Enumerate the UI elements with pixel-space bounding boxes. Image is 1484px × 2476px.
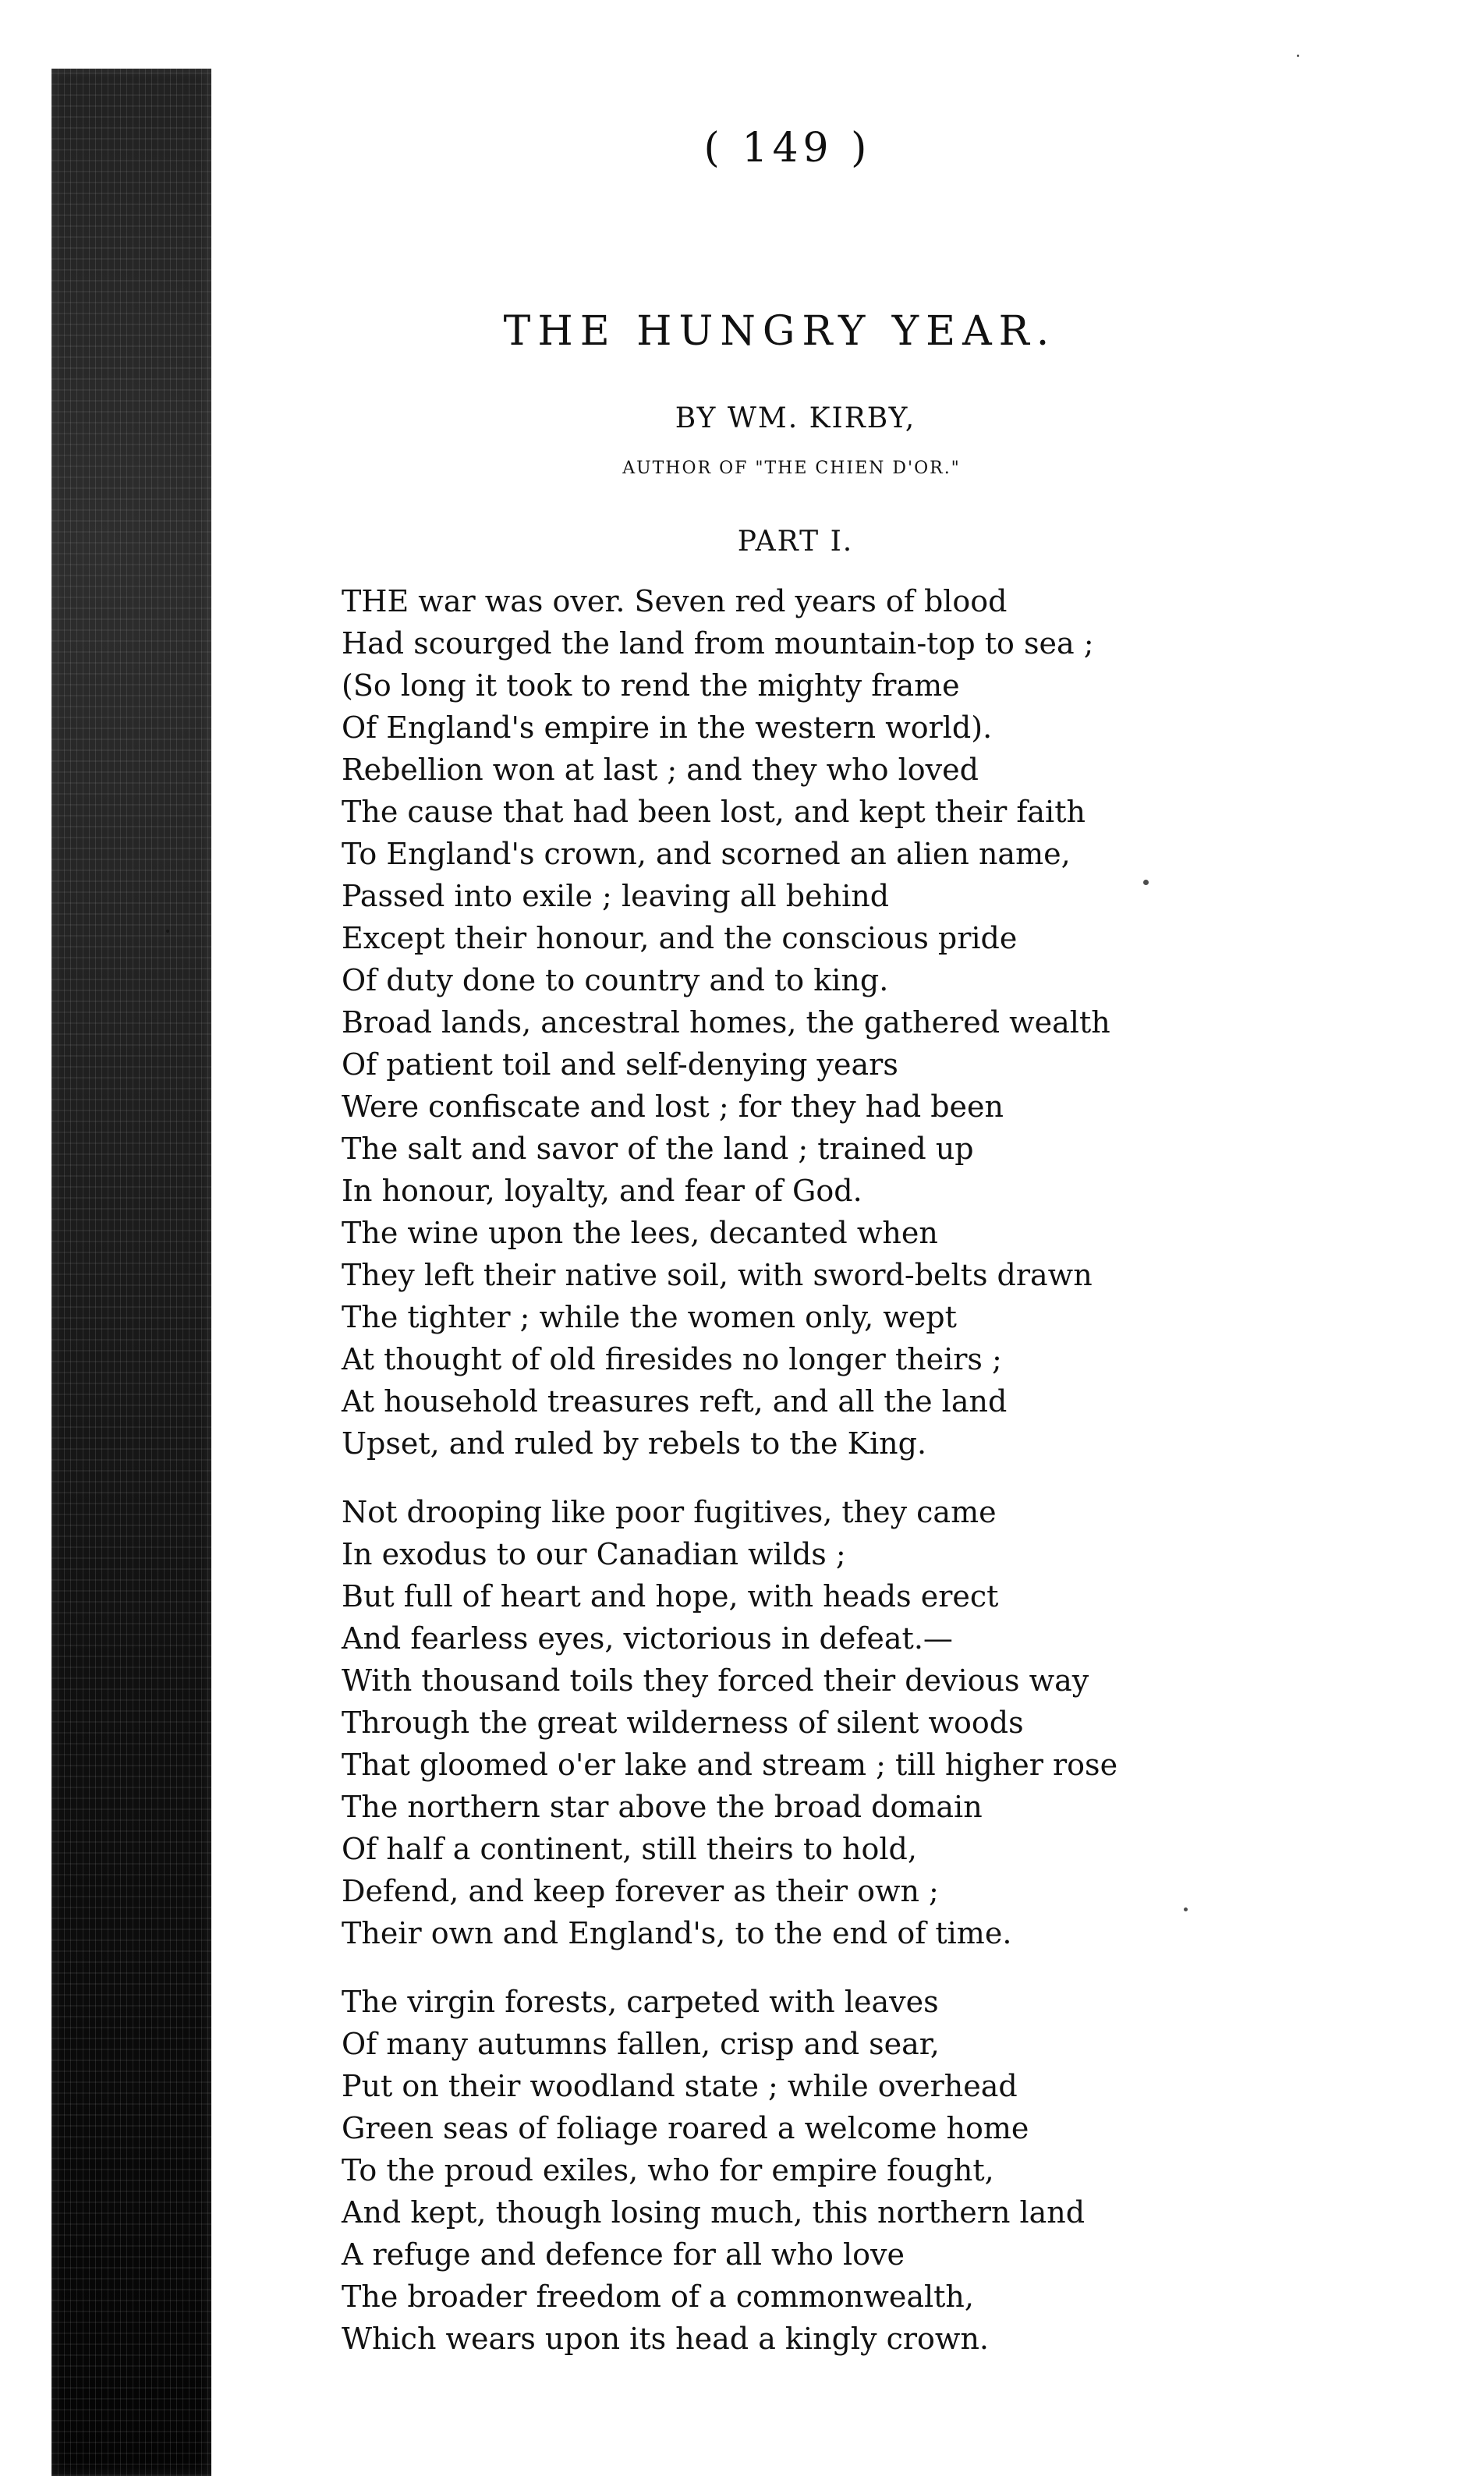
poem-body (342, 580, 1215, 2360)
binding-strip (51, 69, 211, 2476)
poem-line: And kept, though losing much, this northern land (342, 2195, 1086, 2230)
poem-line: Defend, and keep forever as their own ; (342, 1874, 939, 1908)
poem-line: In exodus to our Canadian wilds ; (342, 1537, 846, 1571)
print-speck (1297, 55, 1299, 57)
poem-line: The cause that had been lost, and kept their faith (342, 795, 1086, 829)
poem-line: With thousand toils they forced their devious way (342, 1663, 1089, 1698)
part-heading: PART I. (737, 526, 854, 558)
poem-line: At thought of old firesides no longer theirs ; (342, 1342, 1002, 1376)
poem-line: Of England's empire in the western world). (342, 710, 993, 745)
poem-line: To the proud exiles, who for empire fought, (342, 2153, 994, 2187)
poem-line: The salt and savor of the land ; trained up (342, 1132, 974, 1166)
stanza (342, 580, 1215, 1465)
poem-line: Passed into exile ; leaving all behind (342, 879, 890, 913)
poem-line: The wine upon the lees, decanted when (342, 1216, 938, 1250)
poem-line: Of half a continent, still theirs to hold, (342, 1832, 917, 1866)
stanza (342, 1491, 1215, 1954)
author-note: AUTHOR OF "THE CHIEN D'OR." (622, 459, 961, 478)
poem-line: Their own and England's, to the end of time. (342, 1916, 1012, 1950)
poem-line: The broader freedom of a commonwealth, (342, 2279, 974, 2314)
poem-line: Through the great wilderness of silent woods (342, 1706, 1024, 1740)
poem-line: But full of heart and hope, with heads erect (342, 1579, 999, 1613)
poem-line: The virgin forests, carpeted with leaves (342, 1985, 939, 2019)
poem-line: Put on their woodland state ; while overhead (342, 2069, 1018, 2103)
stanza (342, 1981, 1215, 2360)
poem-line: Not drooping like poor fugitives, they came (342, 1495, 997, 1529)
poem-line: And fearless eyes, victorious in defeat.— (342, 1621, 953, 1656)
poem-line: THE war was over. Seven red years of blood (342, 584, 1008, 618)
poem-line: Broad lands, ancestral homes, the gathered wealth (342, 1005, 1110, 1040)
poem-line: At household treasures reft, and all the land (342, 1384, 1008, 1419)
poem-line: Of many autumns fallen, crisp and sear, (342, 2027, 940, 2061)
poem-line: Of patient toil and self-denying years (342, 1047, 898, 1082)
poem-line: Upset, and ruled by rebels to the King. (342, 1426, 927, 1461)
poem-line: The tighter ; while the women only, wept (342, 1300, 957, 1334)
byline: BY WM. KIRBY, (675, 402, 916, 434)
poem-line: Were confiscate and lost ; for they had been (342, 1089, 1004, 1124)
poem-line: Rebellion won at last ; and they who loved (342, 753, 979, 787)
poem-line: That gloomed o'er lake and stream ; till higher rose (342, 1748, 1118, 1782)
poem-line: To England's crown, and scorned an alien name, (342, 837, 1071, 871)
poem-line: A refuge and defence for all who love (342, 2237, 905, 2272)
poem-line: The northern star above the broad domain (342, 1790, 983, 1824)
page-number: ( 149 ) (703, 125, 872, 172)
poem-line: Had scourged the land from mountain-top to sea ; (342, 626, 1094, 661)
poem-line: Which wears upon its head a kingly crown. (342, 2322, 990, 2356)
poem-line: Except their honour, and the conscious pride (342, 921, 1018, 955)
print-speck (166, 930, 169, 933)
poem-line: Green seas of foliage roared a welcome home (342, 2111, 1029, 2145)
poem-line: In honour, loyalty, and fear of God. (342, 1174, 862, 1208)
poem-line: They left their native soil, with sword-belts drawn (342, 1258, 1093, 1292)
page-title: THE HUNGRY YEAR. (503, 308, 1057, 355)
poem-line: (So long it took to rend the mighty frame (342, 668, 960, 703)
poem-line: Of duty done to country and to king. (342, 963, 889, 997)
